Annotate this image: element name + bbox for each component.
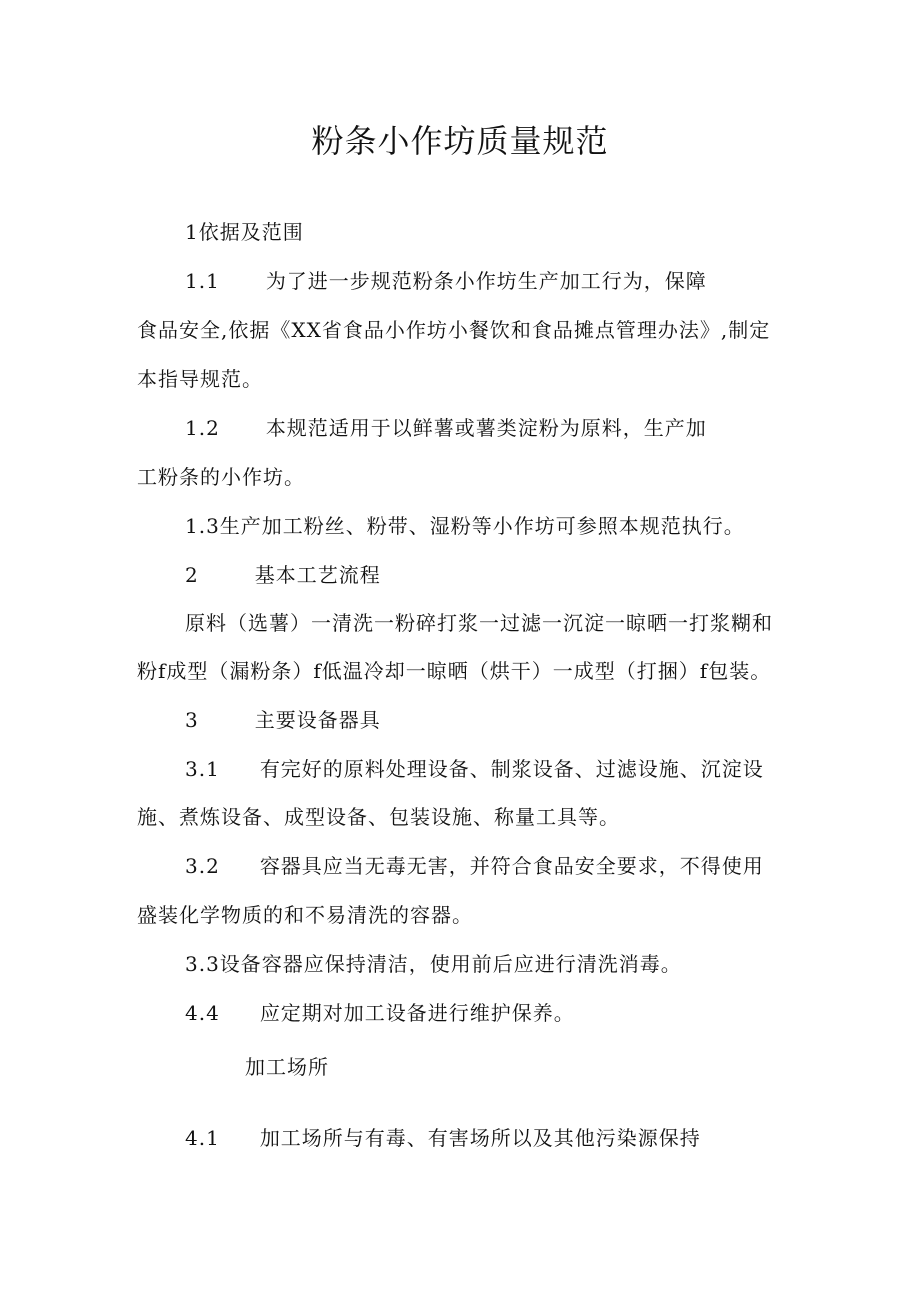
section-4-title: 加工场所: [245, 1055, 329, 1079]
paragraph-1-1-line-3: 本指导规范。: [137, 367, 263, 391]
paragraph-1-1-text-a: 为了进一步规范粉条小作坊生产加工行为，保障: [265, 269, 707, 293]
paragraph-3-1-text-a: 有完好的原料处理设备、制浆设备、过滤设施、沉淀设: [259, 757, 764, 781]
document-title: 粉条小作坊质量规范: [311, 122, 609, 160]
paragraph-4-4-number: 4.4: [185, 1001, 220, 1025]
paragraph-4-1: [185, 1123, 701, 1153]
paragraph-1-1-line-1: [185, 266, 707, 296]
paragraph-4-1-number: 4.1: [185, 1126, 220, 1150]
paragraph-1-1-line-2: 食品安全,依据《XX省食品小作坊小餐饮和食品摊点管理办法》,制定: [137, 318, 771, 342]
paragraph-4-1-text: 加工场所与有毒、有害场所以及其他污染源保持: [259, 1126, 701, 1150]
paragraph-3-1-number: 3.1: [185, 757, 220, 781]
paragraph-1-3: 1.3生产加工粉丝、粉带、湿粉等小作坊可参照本规范执行。: [185, 514, 745, 538]
paragraph-3-2-line-2: 盛装化学物质的和不易清洗的容器。: [137, 903, 473, 927]
paragraph-3-3: 3.3设备容器应保持清洁，使用前后应进行清洗消毒。: [185, 952, 682, 976]
paragraph-1-2-text-a: 本规范适用于以鲜薯或薯类淀粉为原料，生产加: [265, 416, 707, 440]
paragraph-3-2-number: 3.2: [185, 854, 220, 878]
process-flow-line-1: 原料（选薯）一清洗一粉碎打浆一过滤一沉淀一晾晒一打浆糊和: [185, 611, 773, 635]
section-2-number: 2: [185, 563, 199, 587]
paragraph-1-1-number: 1.1: [185, 269, 220, 293]
section-2-heading: [185, 560, 381, 590]
section-3-heading: [185, 705, 381, 735]
section-3-title: 主要设备器具: [254, 708, 381, 732]
paragraph-4-4: [185, 998, 575, 1028]
paragraph-3-2-text-a: 容器具应当无毒无害，并符合食品安全要求，不得使用: [259, 854, 764, 878]
paragraph-3-1-line-2: 施、煮炼设备、成型设备、包装设施、称量工具等。: [137, 805, 620, 829]
section-2-title: 基本工艺流程: [254, 563, 381, 587]
paragraph-3-2-line-1: [185, 851, 764, 881]
process-flow-line-2: 粉f成型（漏粉条）f低温冷却一晾晒（烘干）一成型（打捆）f包装。: [137, 659, 772, 683]
paragraph-3-1-line-1: [185, 754, 764, 784]
paragraph-1-2-number: 1.2: [185, 416, 220, 440]
paragraph-4-4-text: 应定期对加工设备进行维护保养。: [259, 1001, 575, 1025]
section-1-heading: 1依据及范围: [185, 220, 304, 244]
paragraph-1-2-line-1: [185, 413, 707, 443]
section-3-number: 3: [185, 708, 199, 732]
paragraph-1-2-line-2: 工粉条的小作坊。: [137, 465, 305, 489]
